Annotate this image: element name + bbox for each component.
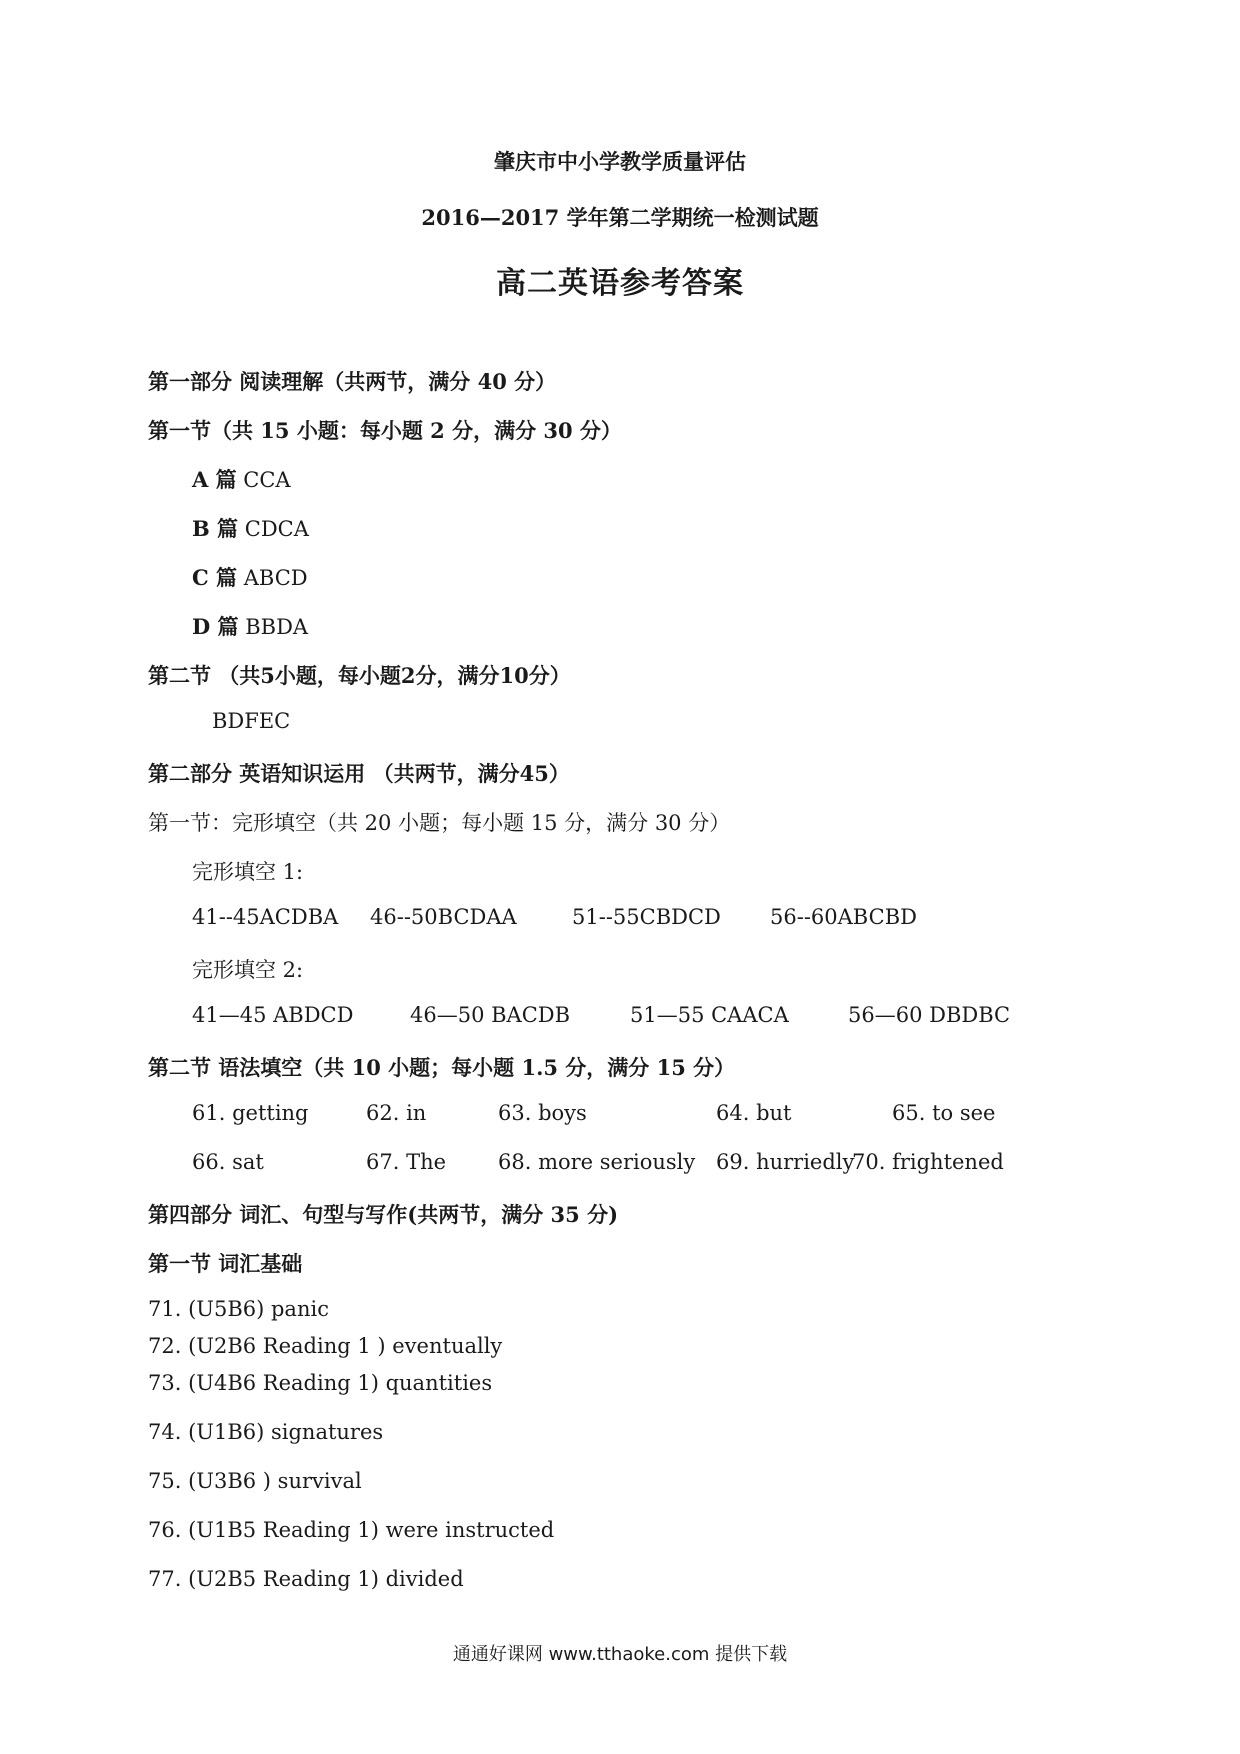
grammar-answer: 67. The: [366, 1150, 447, 1174]
vocab-answer: 75. (U3B6 ) survival: [148, 1469, 362, 1493]
answer-item-d: D 篇 BBDA: [192, 614, 309, 639]
answer-item-b: B 篇 CDCA: [192, 516, 309, 541]
vocab-answer: 71. (U5B6) panic: [148, 1297, 329, 1321]
part1-section1-heading: 第一节（共 15 小题：每小题 2 分，满分 30 分）: [148, 418, 622, 443]
cloze1-answer: 46--50BCDAA: [370, 905, 517, 929]
grammar-answer: 68. more seriously: [498, 1150, 696, 1174]
part2-section1-heading: 第一节：完形填空（共 20 小题；每小题 15 分，满分 30 分）: [148, 811, 731, 835]
cloze1-answer: 51--55CBDCD: [572, 905, 721, 929]
grammar-answer: 65. to see: [892, 1101, 996, 1125]
cloze2-answer: 56—60 DBDBC: [848, 1003, 1011, 1027]
cloze1-answer: 56--60ABCBD: [770, 905, 917, 929]
vocab-answer: 72. (U2B6 Reading 1 ) eventually: [148, 1334, 503, 1358]
part2-heading: 第二部分 英语知识运用 （共两节，满分45）: [148, 761, 570, 786]
vocab-answer: 77. (U2B5 Reading 1) divided: [148, 1567, 464, 1591]
part1-heading: 第一部分 阅读理解（共两节，满分 40 分）: [148, 369, 557, 394]
part4-section1-heading: 第一节 词汇基础: [148, 1251, 303, 1276]
grammar-answer: 63. boys: [498, 1101, 587, 1125]
vocab-answer: 74. (U1B6) signatures: [148, 1420, 384, 1444]
part2-section2-heading: 第二节 语法填空（共 10 小题；每小题 1.5 分，满分 15 分）: [148, 1055, 736, 1080]
part4-heading: 第四部分 词汇、句型与写作(共两节，满分 35 分): [148, 1202, 619, 1227]
page-footer: 通通好课网 www.tthaoke.com 提供下载: [452, 1644, 788, 1665]
grammar-answer: 69. hurriedly: [716, 1150, 855, 1174]
answer-item-c: C 篇 ABCD: [192, 565, 308, 590]
vocab-answer: 76. (U1B5 Reading 1) were instructed: [148, 1518, 555, 1542]
part1-section2-answer: BDFEC: [212, 709, 291, 733]
cloze1-label: 完形填空 1:: [192, 860, 304, 884]
grammar-answer: 64. but: [716, 1101, 792, 1125]
vocab-answer: 73. (U4B6 Reading 1) quantities: [148, 1371, 493, 1395]
cloze2-answer: 46—50 BACDB: [410, 1003, 571, 1027]
document-main-title: 高二英语参考答案: [496, 266, 744, 301]
cloze2-label: 完形填空 2:: [192, 958, 304, 982]
grammar-answer: 66. sat: [192, 1150, 264, 1174]
grammar-answer: 70. frightened: [852, 1150, 1004, 1174]
document-title-line1: 肇庆市中小学教学质量评估: [494, 149, 746, 174]
cloze2-answer: 41—45 ABDCD: [192, 1003, 354, 1027]
grammar-answer: 61. getting: [192, 1101, 309, 1125]
part1-section2-heading: 第二节 （共5小题，每小题2分，满分10分）: [148, 663, 571, 688]
cloze1-answer: 41--45ACDBA: [192, 905, 339, 929]
document-title-line2: 2016—2017 学年第二学期统一检测试题: [421, 205, 819, 230]
answer-item-a: A 篇 CCA: [192, 467, 291, 492]
cloze2-answer: 51—55 CAACA: [630, 1003, 789, 1027]
grammar-answer: 62. in: [366, 1101, 427, 1125]
